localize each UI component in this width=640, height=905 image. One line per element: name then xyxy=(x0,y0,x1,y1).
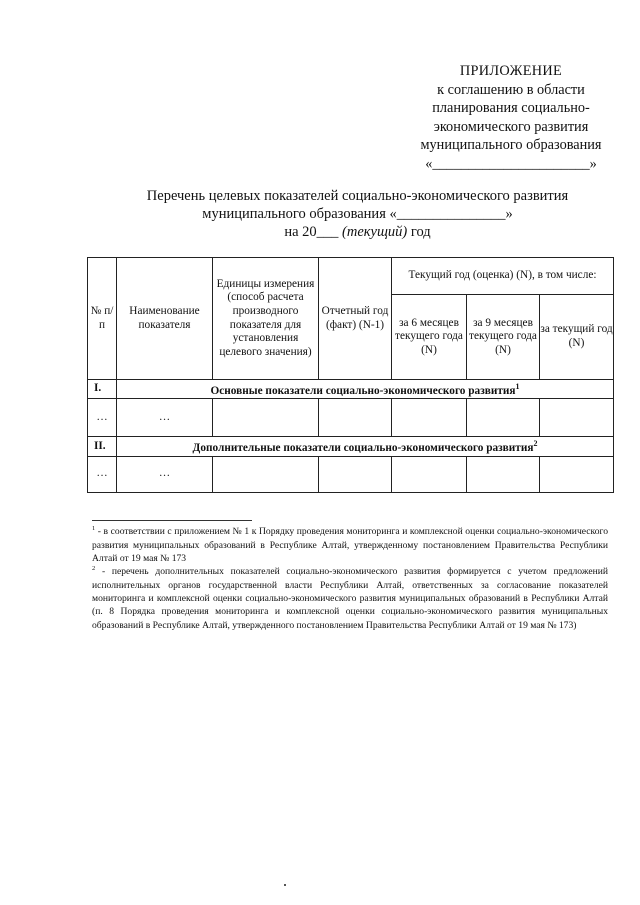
table-cell xyxy=(392,399,467,437)
indicators-table xyxy=(87,257,614,493)
table-cell: … xyxy=(117,399,213,437)
appendix-title: ПРИЛОЖЕНИЕ xyxy=(459,63,563,79)
header-current-year: Текущий год (оценка) (N), в том числе: xyxy=(392,258,614,295)
section-number: I. xyxy=(88,380,117,399)
heading-line-1: Перечень целевых показателей социально-экономического развития xyxy=(146,188,569,204)
heading-year-prefix: на 20___ xyxy=(284,223,343,240)
table-row xyxy=(88,456,614,492)
footnote-text: - перечень дополнительных показателей социально-экономического развития формируется с учетом предложений исполнительных органов государственной власти Республики Алтай, ответственных за согласование показателей мониторинга и комплексной оценки социально-экономического развития муниципальных образований в Республики Алтай (п. 8 Порядка проведения мониторинга и комплексной оценки социально-экономического развития муниципальных образований в Республике Алтай, утвержденного постановлением Правительства Республики Алтай от 19 мая № 173) xyxy=(92,566,608,631)
section-title: Основные показатели социально-экономического развития$^1$ xyxy=(117,380,614,399)
header-unit: Единицы измерения (способ расчета производного показателя для установления целевого значения) xyxy=(213,258,319,380)
section-title: Дополнительные показатели социально-экономического развития$^2$ xyxy=(117,437,614,456)
section-number: II. xyxy=(88,437,117,456)
heading-year-suffix: год xyxy=(407,223,431,240)
appendix-line: муниципального образования xyxy=(420,137,602,154)
footnote-1 xyxy=(92,522,608,565)
appendix-line: к соглашению в области xyxy=(437,81,585,98)
table-cell xyxy=(540,399,614,437)
table-cell: … xyxy=(117,456,213,492)
footnote-text: - в соответствии с приложением № 1 к Порядку проведения мониторинга и комплексной оценки социально-экономического развития муниципальных образований в Республике Алтай, утвержденному постановлением Правительства Республики Алтай от 19 мая № 173 xyxy=(92,526,608,564)
heading-line-2: муниципального образования «_______________» xyxy=(202,205,513,222)
page-mark xyxy=(284,884,286,886)
table-row xyxy=(88,399,614,437)
heading-year-italic: (текущий) xyxy=(342,223,408,240)
header-9-months: за 9 месяцев текущего года (N) xyxy=(467,295,540,380)
appendix-line: планирования социально- xyxy=(432,100,590,117)
header-name: Наименование показателя xyxy=(117,258,213,380)
footnote-separator xyxy=(92,520,252,521)
table-cell: … xyxy=(88,456,117,492)
document-heading xyxy=(100,188,615,241)
table-cell xyxy=(319,399,392,437)
table-cell: … xyxy=(88,399,117,437)
table-cell xyxy=(213,456,319,492)
heading-line-3 xyxy=(100,224,615,242)
footnote-ref: 2 xyxy=(533,439,538,449)
appendix-line: экономического развития xyxy=(433,118,589,135)
header-num: № п/п xyxy=(88,258,117,380)
table-cell xyxy=(213,399,319,437)
appendix-block xyxy=(400,62,622,174)
table-cell xyxy=(540,456,614,492)
section-row xyxy=(88,437,614,456)
table-cell xyxy=(467,399,540,437)
header-report-year: Отчетный год (факт) (N-1) xyxy=(319,258,392,380)
header-full-year: за текущий год (N) xyxy=(540,295,614,380)
footnote-ref: 1 xyxy=(515,382,520,391)
header-6-months: за 6 месяцев текущего года (N) xyxy=(392,295,467,380)
table-cell xyxy=(392,456,467,492)
footnote-mark: 2 xyxy=(92,565,96,572)
appendix-line: «______________________» xyxy=(425,155,597,172)
table-cell xyxy=(319,456,392,492)
table-cell xyxy=(467,456,540,492)
section-row xyxy=(88,380,614,399)
footnote-2 xyxy=(92,562,608,632)
footnote-mark: 1 xyxy=(92,525,96,532)
